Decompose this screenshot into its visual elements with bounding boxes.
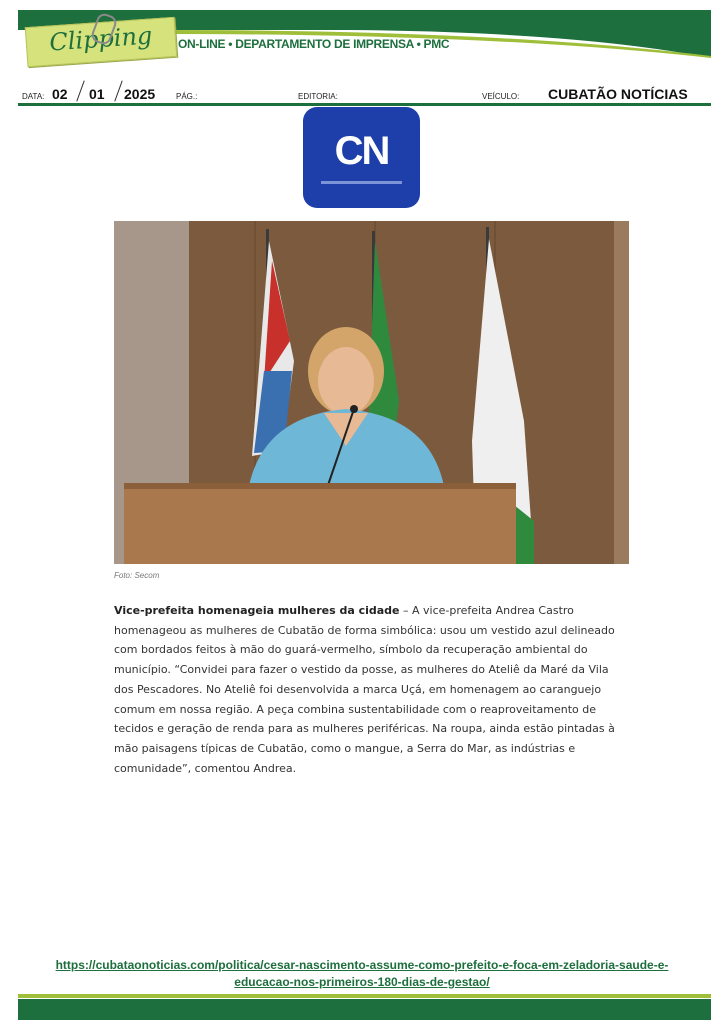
header-subtitle: ON-LINE • DEPARTAMENTO DE IMPRENSA • PMC bbox=[178, 37, 450, 51]
logo-text: CN bbox=[334, 129, 389, 173]
footer-light-bar bbox=[18, 994, 711, 998]
editorial-label: EDITORIA: bbox=[298, 92, 338, 101]
header-rule bbox=[18, 103, 711, 106]
source-url-link[interactable]: https://cubataonoticias.com/politica/cesar-nascimento-assume-como-prefeito-e-foca-em-zeladoria-saude-e-educacao-nos-primeiros-180-dias-de-gestao/ bbox=[55, 958, 669, 989]
date-label: DATA: bbox=[22, 92, 45, 101]
vehicle-name: CUBATÃO NOTÍCIAS bbox=[548, 86, 688, 102]
clipping-word: Clipping bbox=[48, 21, 154, 57]
article-body: – A vice-prefeita Andrea Castro homenageou as mulheres de Cubatão de forma simbólica: usou um vestido azul delineado com bordados feitos à mão do guará-vermelho, símbolo da recuperação ambiental do município. “Convidei para fazer o vestido da posse, as mulheres do Ateliê da Maré da Vila dos Pescadores. No Ateliê foi desenvolvida a marca Uçá, em homenagem ao caranguejo comum em nossa região. A peça combina sustentabilidade com o reaproveitamento de tecidos e geração de renda para as mulheres periféricas. Na roupa, ainda estão pintadas à mão paisagens típicas de Cubatão, como o mangue, a Serra do Mar, as indústrias e comunidade”, comentou Andrea. bbox=[114, 604, 615, 775]
cn-logo bbox=[303, 107, 420, 208]
page-label: PÁG.: bbox=[176, 92, 198, 101]
vehicle-label: VEÍCULO: bbox=[482, 92, 520, 101]
date-separator bbox=[114, 80, 122, 101]
article-headline: Vice-prefeita homenageia mulheres da cidade bbox=[114, 604, 400, 617]
date-month: 01 bbox=[89, 86, 105, 102]
date-separator bbox=[76, 80, 84, 101]
footer-dark-bar bbox=[18, 999, 711, 1020]
article-text bbox=[114, 601, 626, 778]
article-photo bbox=[114, 221, 629, 564]
logo-tagline-line bbox=[321, 181, 402, 184]
date-year: 2025 bbox=[124, 86, 156, 102]
date-day: 02 bbox=[52, 86, 68, 102]
photo-caption: Foto: Secom bbox=[114, 571, 160, 580]
